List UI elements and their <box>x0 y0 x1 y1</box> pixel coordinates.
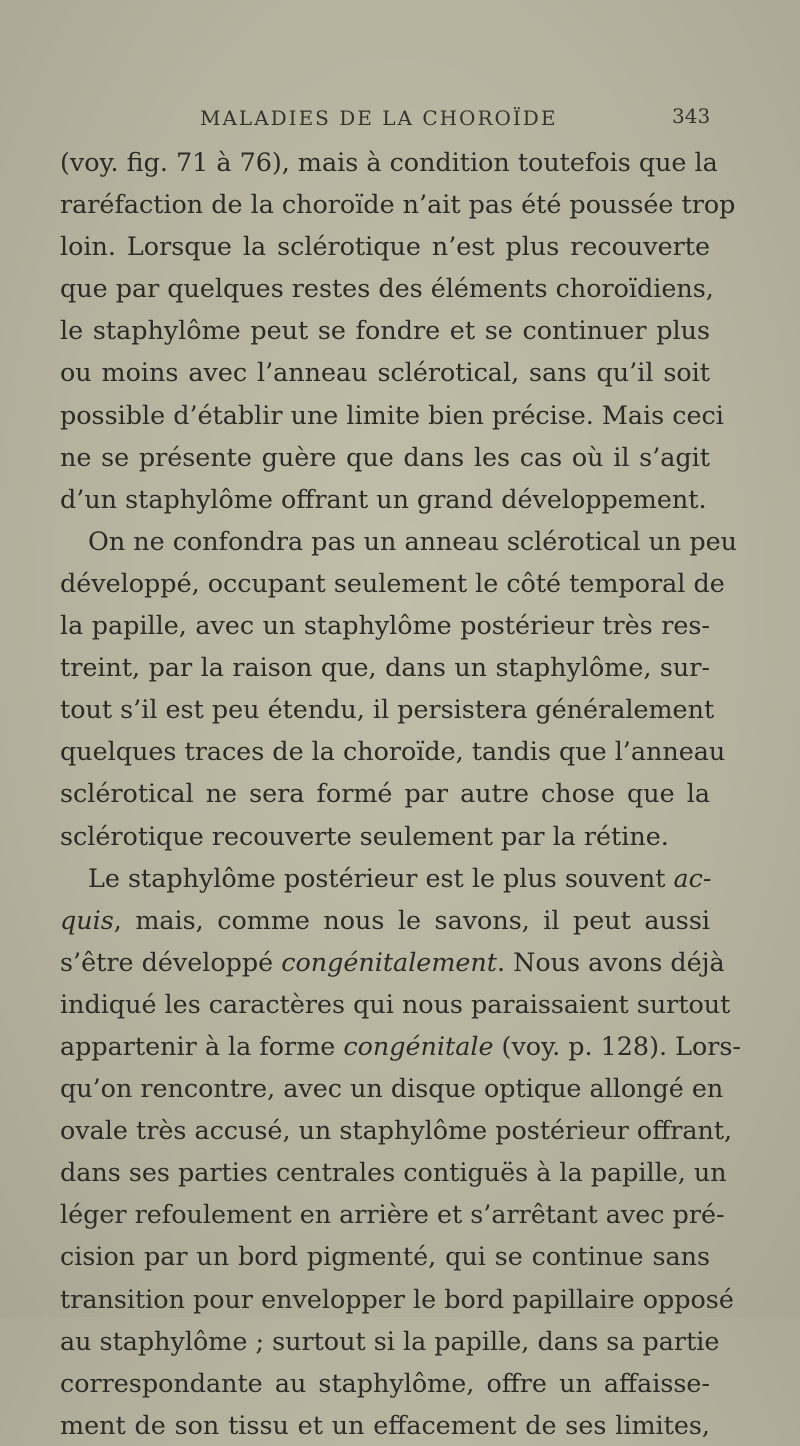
text-line: le staphylôme peut se fondre et se continuer plus <box>60 315 710 346</box>
body-text <box>60 141 742 1446</box>
text-line: léger refoulement en arrière et s’arrêtant avec pré- <box>60 1199 725 1230</box>
text-line: loin. Lorsque la sclérotique n’est plus recouverte <box>60 231 710 262</box>
text-line: ne se présente guère que dans les cas où il s’agit <box>60 441 710 472</box>
text-line: On ne confondra pas un anneau sclérotical un peu <box>88 525 737 556</box>
text-line: indiqué les caractères qui nous paraissaient surtout <box>60 988 731 1019</box>
italic-term: congénitale <box>343 1030 494 1061</box>
text-line: possible d’établir une limite bien précise. Mais ceci <box>60 399 724 430</box>
italic-term: congénitalement <box>281 946 497 977</box>
text-line: développé, occupant seulement le côté temporal de <box>60 567 725 598</box>
text-line: qu’on rencontre, avec un disque optique allongé en <box>60 1073 724 1104</box>
text-line: ovale très accusé, un staphylôme postérieur offrant, <box>60 1115 733 1146</box>
text-line: transition pour envelopper le bord papillaire opposé <box>60 1283 734 1314</box>
text-line: que par quelques restes des éléments choroïdiens, <box>60 273 714 304</box>
text-line: (voy. fig. 71 à 76), mais à condition toutefois que la <box>60 147 718 177</box>
text-line: tout s’il est peu étendu, il persistera généralement <box>60 694 715 725</box>
running-header <box>60 100 760 140</box>
italic-term: quis <box>60 904 114 935</box>
page-number: 343 <box>672 104 711 128</box>
text-line: appartenir à la forme congénitale (voy. p. 128). Lors- <box>60 1030 742 1061</box>
text-line: Le staphylôme postérieur est le plus souvent ac- <box>88 862 712 893</box>
text-line: quelques traces de la choroïde, tandis que l’anneau <box>60 736 726 767</box>
running-title: MALADIES DE LA CHOROÏDE <box>200 106 558 130</box>
text-line: dans ses parties centrales contiguës à la papille, un <box>60 1157 727 1188</box>
text-line: au staphylôme ; surtout si la papille, dans sa partie <box>60 1325 720 1356</box>
text-line: quis, mais, comme nous le savons, il peut aussi <box>60 904 710 935</box>
text-line: treint, par la raison que, dans un staphylôme, sur- <box>60 652 710 683</box>
text-line: s’être développé congénitalement. Nous avons déjà <box>60 946 725 977</box>
text-line: ment de son tissu et un effacement de ses limites, <box>60 1409 710 1440</box>
text-line: raréfaction de la choroïde n’ait pas été poussée trop <box>60 189 736 220</box>
text-line: sclérotique recouverte seulement par la rétine. <box>60 820 669 851</box>
text-line: d’un staphylôme offrant un grand développement. <box>60 483 707 514</box>
text-line: sclérotical ne sera formé par autre chose que la <box>60 778 710 809</box>
text-line: correspondante au staphylôme, offre un affaisse- <box>60 1367 710 1398</box>
text-line: ou moins avec l’anneau sclérotical, sans qu’il soit <box>60 357 710 388</box>
text-line: cision par un bord pigmenté, qui se continue sans <box>60 1241 710 1272</box>
italic-term: ac- <box>673 862 712 893</box>
text-line: la papille, avec un staphylôme postérieur très res- <box>60 610 710 641</box>
